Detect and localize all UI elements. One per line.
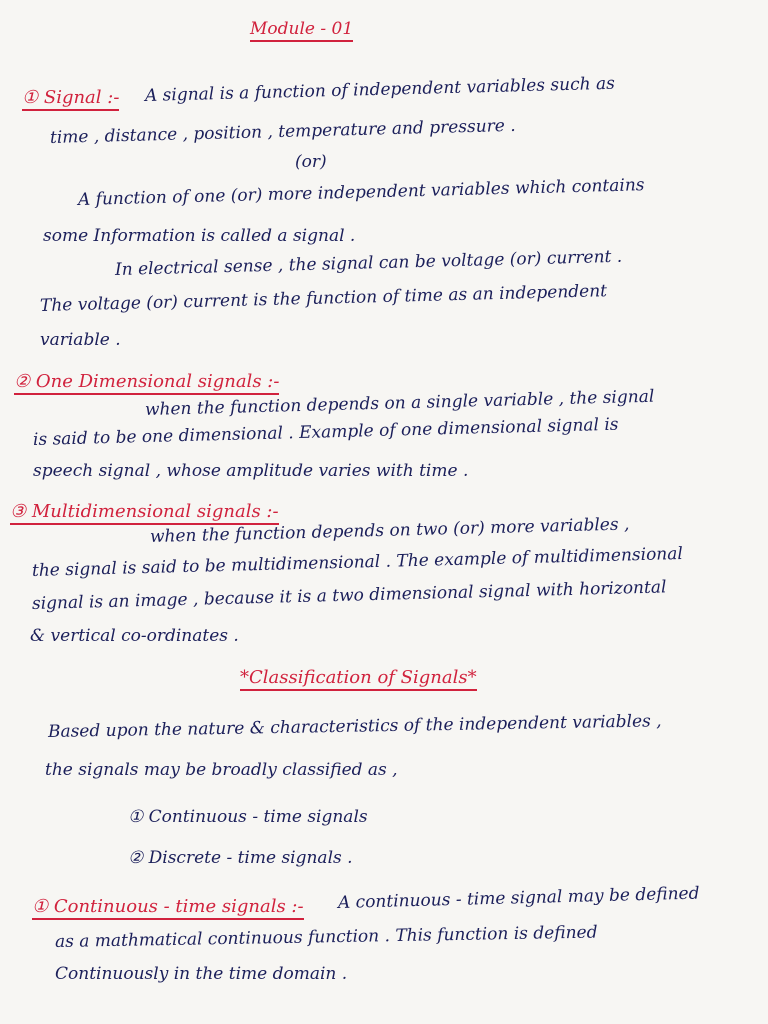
classification-heading: *Classification of Signals* [240, 668, 477, 688]
classification-line-1: Based upon the nature & characteristics of the independent variables , [47, 711, 662, 742]
one-dimensional-line-1: when the function depends on a single variable , the signal [144, 386, 655, 420]
one-dimensional-line-2: is said to be one dimensional . Example of one dimensional signal is [32, 414, 619, 450]
classification-item-1: ① Continuous - time signals [128, 807, 368, 827]
one-dimensional-line-3: speech signal , whose amplitude varies with time . [33, 461, 469, 481]
multidimensional-heading: ③ Multidimensional signals :- [10, 502, 279, 522]
classification-item-2: ② Discrete - time signals . [128, 848, 353, 868]
signal-line-2: time , distance , position , temperature and pressure . [49, 115, 516, 148]
signal-line-4: some Information is called a signal . [43, 226, 356, 246]
multidimensional-line-2: the signal is said to be multidimensional . The example of multidimensional [31, 543, 684, 581]
signal-line-7: variable . [40, 330, 121, 350]
signal-heading: ① Signal :- [22, 88, 119, 108]
multidimensional-line-1: when the function depends on two (or) more variables , [149, 514, 630, 547]
continuous-line-3: Continuously in the time domain . [55, 964, 348, 984]
signal-line-3: A function of one (or) more independent variables which contains [77, 175, 645, 210]
signal-line-5: In electrical sense , the signal can be voltage (or) current . [114, 246, 623, 280]
continuous-line-1: A continuous - time signal may be defined [337, 883, 700, 913]
page-title: Module - 01 [250, 19, 353, 39]
classification-line-2: the signals may be broadly classified as , [45, 760, 398, 780]
signal-or: (or) [295, 152, 327, 172]
continuous-line-2: as a mathmatical continuous function . This function is defined [54, 922, 598, 952]
one-dimensional-heading: ② One Dimensional signals :- [14, 372, 279, 392]
signal-line-1: A signal is a function of independent variables such as [144, 73, 616, 106]
signal-line-6: The voltage (or) current is the function of time as an independent [39, 281, 608, 316]
continuous-heading: ① Continuous - time signals :- [32, 897, 304, 917]
multidimensional-line-4: & vertical co-ordinates . [30, 626, 239, 646]
multidimensional-line-3: signal is an image , because it is a two dimensional signal with horizontal [31, 577, 667, 614]
